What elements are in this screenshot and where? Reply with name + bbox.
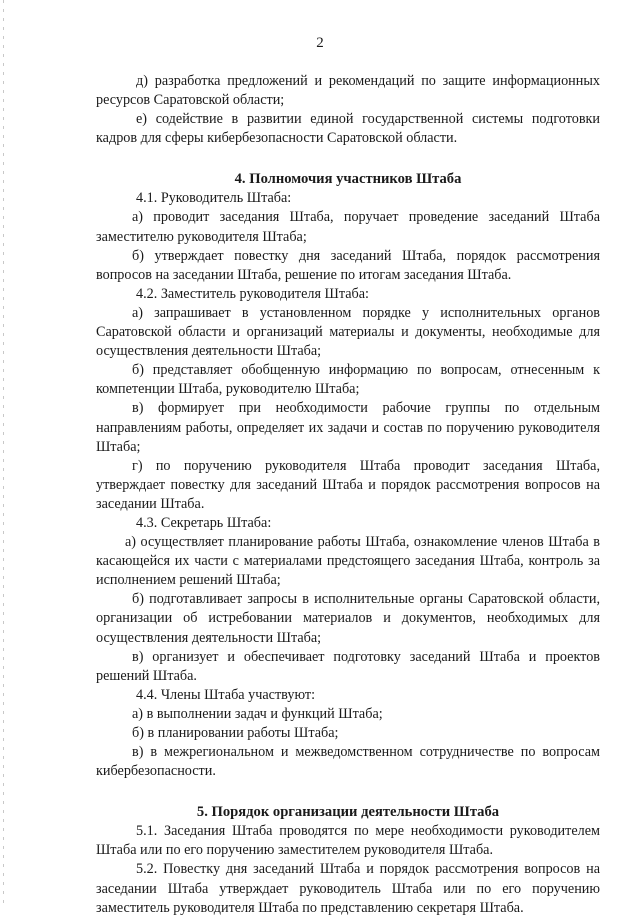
paragraph-4-2-v: в) формирует при необходимости рабочие группы по отдельным направлениям работы, определяет их задачи и состав по поручению руководителя Штаба;	[96, 400, 600, 455]
paragraph-4-4-b: б) в планировании работы Штаба;	[132, 725, 339, 741]
scan-edge-mark	[3, 0, 4, 905]
paragraph-4-4: 4.4. Члены Штаба участвуют:	[136, 686, 316, 703]
paragraph-4-3-a: а) осуществляет планирование работы Штаба, ознакомление членов Штаба в касающейся их части с материалами предстоящего заседания Штаба, контроль за исполнением решений Штаба;	[96, 534, 600, 589]
paragraph-4-4-v: в) в межрегиональном и межведомственном сотрудничестве по вопросам кибербезопасности.	[96, 744, 600, 780]
paragraph-3-d: д) разработка предложений и рекомендаций по защите информационных ресурсов Саратовской области;	[96, 73, 600, 109]
paragraph-4-2-b: б) представляет обобщенную информацию по вопросам, отнесенным к компетенции Штаба, руководителю Штаба;	[96, 362, 600, 398]
paragraph-4-3-b: б) подготавливает запросы в исполнительные органы Саратовской области, организации об истребовании материалов и документов, необходимых для осуществления деятельности Штаба;	[96, 591, 600, 646]
paragraph-4-3-v: в) организует и обеспечивает подготовку заседаний Штаба и проектов решений Штаба.	[96, 648, 600, 684]
paragraph-4-2: 4.2. Заместитель руководителя Штаба:	[136, 285, 369, 302]
paragraph-4-1-a: а) проводит заседания Штаба, поручает проведение заседаний Штаба заместителю руководителя Штаба;	[96, 209, 600, 245]
paragraph-4-1: 4.1. Руководитель Штаба:	[136, 190, 292, 207]
paragraph-4-2-a: а) запрашивает в установленном порядке у исполнительных органов Саратовской области и организаций материалы и документы, необходимые для осуществления деятельности Штаба;	[96, 304, 600, 360]
paragraph-4-4-a: а) в выполнении задач и функций Штаба;	[132, 705, 383, 722]
paragraph-5-1: 5.1. Заседания Штаба проводятся по мере необходимости руководителем Штаба или по его поручению заместителем руководителя Штаба.	[96, 823, 600, 859]
paragraph-5-2: 5.2. Повестку дня заседаний Штаба и порядок рассмотрения вопросов на заседании Штаба утверждает руководитель Штаба или по его поручению заместитель руководителя Штаба по представлению секретаря Штаба.	[96, 861, 600, 916]
paragraph-4-3: 4.3. Секретарь Штаба:	[136, 514, 272, 531]
paragraph-4-1-b: б) утверждает повестку дня заседаний Штаба, порядок рассмотрения вопросов на заседании Штаба, решение по итогам заседания Штаба.	[96, 247, 600, 283]
paragraph-4-2-g: г) по поручению руководителя Штаба проводит заседания Штаба, утверждает повестку для заседаний Штаба и порядок рассмотрения вопросов на заседании Штаба.	[96, 457, 600, 512]
document-body	[96, 72, 600, 918]
page-number: 2	[316, 35, 324, 51]
section-5-heading: 5. Порядок организации деятельности Штаба	[196, 804, 500, 821]
paragraph-3-e: е) содействие в развитии единой государственной системы подготовки кадров для сферы кибербезопасности Саратовской области.	[96, 111, 600, 147]
section-4-heading: 4. Полномочия участников Штаба	[234, 171, 462, 188]
